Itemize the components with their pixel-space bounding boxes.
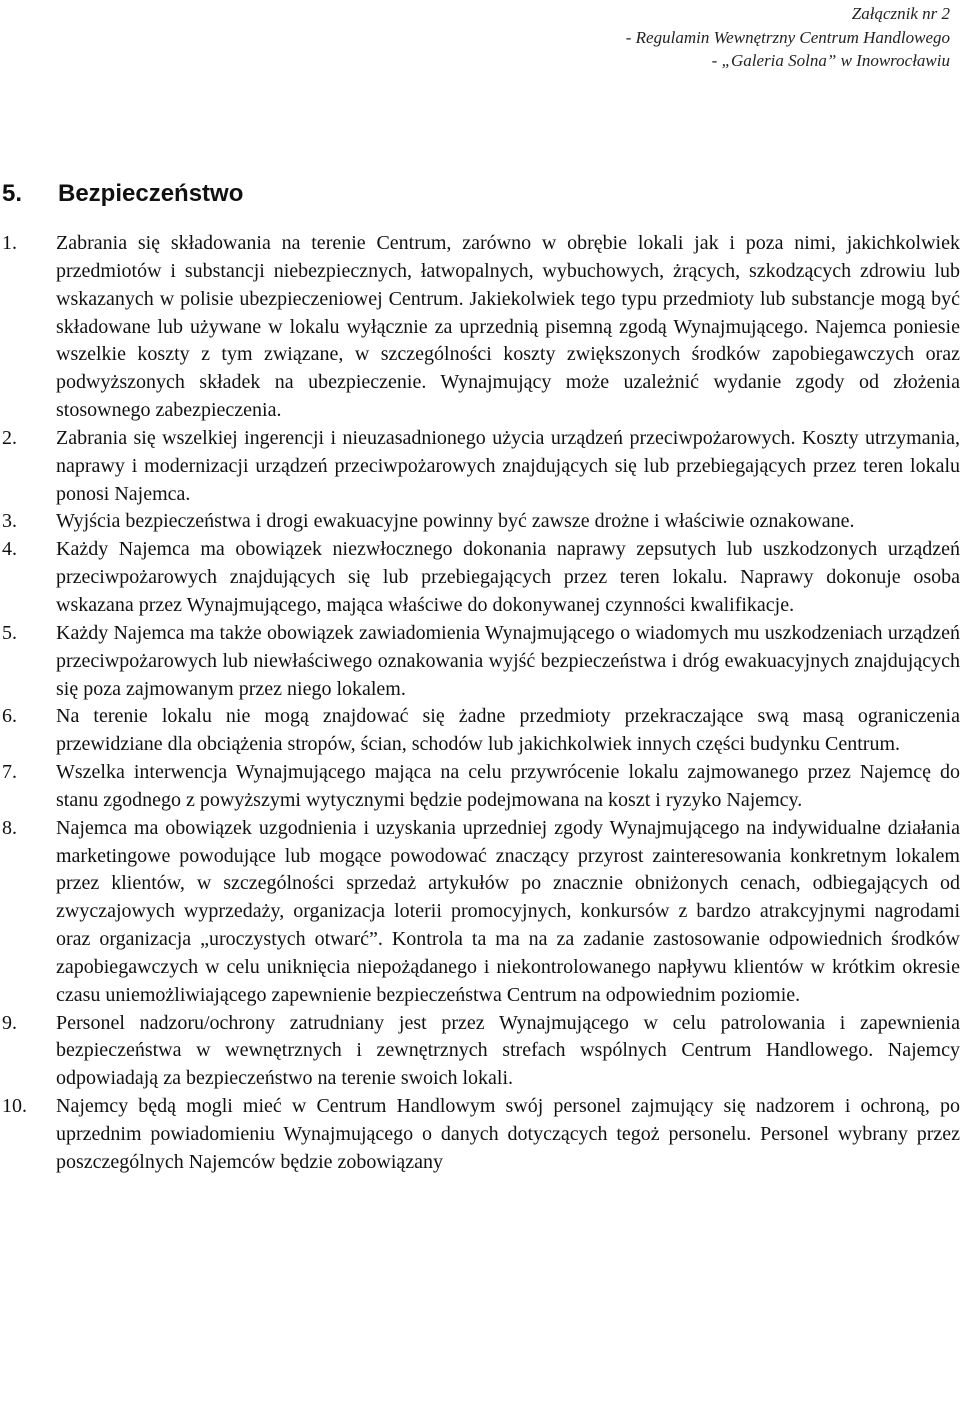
list-item (0, 425, 960, 509)
item-text: Wyjścia bezpieczeństwa i drogi ewakuacyjne powinny być zawsze drożne i właściwie oznakowane. (56, 510, 855, 533)
item-text: Każdy Najemca ma obowiązek niezwłocznego dokonania naprawy zepsutych lub uszkodzonych urządzeń przeciwpożarowych znajdujących się lub przebiegających przez teren lokalu. Naprawy dokonuje osoba wskazana przez Wynajmującego, mająca właściwe do dokonywanej czynności kwalifikacje. (56, 538, 960, 616)
section-number: 5. (2, 180, 23, 207)
item-text: Personel nadzoru/ochrony zatrudniany jest przez Wynajmującego w celu patrolowania i zapewnienia bezpieczeństwa w wewnętrznych i zewnętrznych strefach wspólnych Centrum Handlowego. Najemcy odpowiadają za bezpieczeństwo na terenie swoich lokali. (56, 1011, 960, 1090)
list-item (0, 536, 960, 620)
list-item (0, 815, 960, 1010)
list-item (0, 759, 960, 815)
item-number: 7. (2, 761, 17, 784)
item-number: 10. (2, 1095, 27, 1118)
list-item (0, 230, 960, 425)
gallery-name: - „Galeria Solna” w Inowrocławiu (711, 51, 950, 70)
list-item (0, 703, 960, 759)
list-item (0, 1093, 960, 1177)
item-text: Najemca ma obowiązek uzgodnienia i uzyskania uprzedniej zgody Wynajmującego na indywidualne działania marketingowe powodujące lub mogące powodować znaczący przyrost zainteresowania konkretnym lokalem przez klientów, w szczególności sprzedaż artykułów po znacznie obniżonych cenach, odbiegających od zwyczajowych wyprzedaży, organizacja loterii promocyjnych, konkursów z bardzo atrakcyjnymi nagrodami oraz organizacja „uroczystych otwarć”. Kontrola ta ma na za zadanie zastosowanie odpowiednich środków zapobiegawczych w celu uniknięcia niepożądanego i niekontrolowanego napływu klientów w krótkim okresie czasu uniemożliwiającego zapewnienie bezpieczeństwa Centrum na odpowiednim poziomie. (56, 816, 960, 1006)
document-header (626, 2, 950, 73)
list-item (0, 508, 960, 536)
regulation-title: - Regulamin Wewnętrzny Centrum Handlowego (625, 27, 950, 47)
list-item (0, 620, 960, 704)
item-number: 2. (2, 426, 17, 449)
item-text: Zabrania się składowania na terenie Centrum, zarówno w obrębie lokali jak i poza nimi, jakichkolwiek przedmiotów i substancji niebezpiecznych, łatwopalnych, wybuchowych, żrących, szkodzących zdrowiu lub wskazanych w polisie ubezpieczeniowej Centrum. Jakiekolwiek tego typu przedmioty lub substancje mogą być składowane lub używane w lokalu wyłącznie za uprzednią pisemną zgodą Wynajmującego. Najemca poniesie wszelkie koszty z tym związane, w szczególności koszty zwiększonych środków zapobiegawczych oraz podwyższonych składek na ubezpieczenie. Wynajmujący może uzależnić wydanie zgody od złożenia stosownego zabezpieczenia. (56, 232, 960, 422)
item-number: 9. (2, 1011, 17, 1034)
item-number: 1. (2, 232, 17, 254)
item-number: 4. (2, 538, 17, 561)
item-text: Zabrania się wszelkiej ingerencji i nieuzasadnionego użycia urządzeń przeciwpożarowych. Koszty utrzymania, naprawy i modernizacji urządzeń przeciwpożarowych znajdujących się lub przebiegających przez teren lokalu ponosi Najemca. (56, 426, 960, 505)
section-title: Bezpieczeństwo (58, 180, 244, 207)
item-number: 6. (2, 705, 17, 728)
list-item (0, 1010, 960, 1094)
item-text: Wszelka interwencja Wynajmującego mająca na celu przywrócenie lokalu zajmowanego przez Najemcę do stanu zgodnego z powyższymi wytycznymi będzie podejmowana na koszt i ryzyko Najemcy. (56, 761, 960, 811)
item-number: 3. (2, 510, 17, 533)
item-text: Najemcy będą mogli mieć w Centrum Handlowym swój personel zajmujący się nadzorem i ochroną, po uprzednim powiadomieniu Wynajmującego o danych dotyczących tegoż personelu. Personel wybrany przez poszczególnych Najemców będzie zobowiązany (56, 1095, 960, 1173)
item-number: 8. (2, 816, 17, 839)
provisions-list (0, 230, 960, 1177)
section-heading (2, 176, 243, 212)
item-number: 5. (2, 621, 17, 644)
item-text: Na terenie lokalu nie mogą znajdować się żadne przedmioty przekraczające swą masą ograniczenia przewidziane dla obciążenia stropów, ścian, schodów lub jakichkolwiek innych części budynku Centrum. (56, 705, 960, 756)
item-text: Każdy Najemca ma także obowiązek zawiadomienia Wynajmującego o wiadomych mu uszkodzeniach urządzeń przeciwpożarowych lub niewłaściwego oznakowania wyjść bezpieczeństwa i dróg ewakuacyjnych znajdujących się poza zajmowanym przez niego lokalem. (56, 621, 960, 700)
attachment-label: Załącznik nr 2 (851, 4, 950, 23)
